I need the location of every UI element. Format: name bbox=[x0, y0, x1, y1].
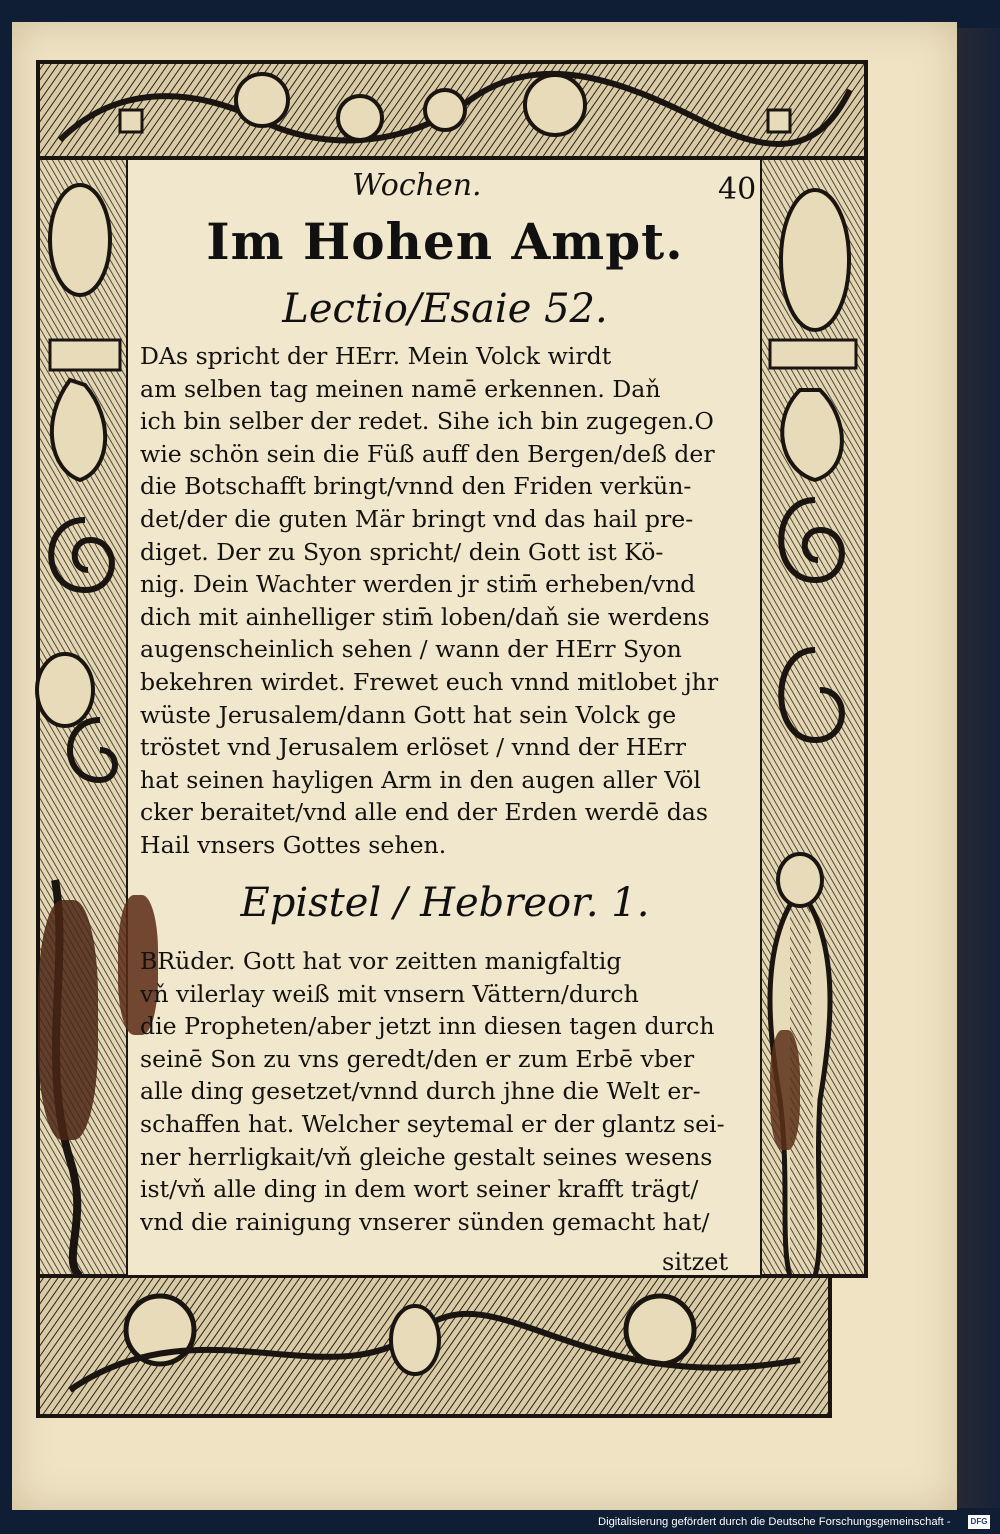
text-line: diget. Der zu Syon spricht/ dein Gott ist Kö- bbox=[140, 537, 664, 566]
catchword: sitzet bbox=[662, 1248, 729, 1276]
text-line: bekehren wirdet. Frewet euch vnnd mitlobet jhr bbox=[140, 667, 719, 696]
text-line: augenscheinlich sehen / wann der HErr Syon bbox=[140, 635, 682, 664]
lectio-text bbox=[140, 340, 760, 862]
text-line: ich bin selber der redet. Sihe ich bin zugegen.O bbox=[140, 407, 714, 436]
section-title: Im Hohen Ampt. bbox=[206, 212, 684, 271]
text-line: det/der die guten Mär bringt vnd das hail pre- bbox=[140, 504, 694, 533]
text-line: nig. Dein Wachter werden jr stim̄ erheben/vnd bbox=[140, 570, 696, 599]
dfg-logo-icon: DFG bbox=[968, 1515, 990, 1529]
text-line: ner herrligkait/vň gleiche gestalt seines wesens bbox=[140, 1142, 713, 1171]
text-line: die Propheten/aber jetzt inn diesen tagen durch bbox=[140, 1012, 715, 1041]
text-line: schaffen hat. Welcher seytemal er der glantz sei- bbox=[140, 1109, 725, 1138]
lectio-heading: Lectio/Esaie 52. bbox=[282, 286, 608, 332]
text-line: vň vilerlay weiß mit vnsern Vättern/durch bbox=[140, 979, 639, 1008]
text-line: Hail vnsers Gottes sehen. bbox=[140, 830, 447, 859]
text-line: BRüder. Gott hat vor zeitten manigfaltig bbox=[140, 947, 622, 975]
text-line: wie schön sein die Füß auff den Bergen/deß der bbox=[140, 439, 715, 468]
epistel-heading: Epistel / Hebreor. 1. bbox=[240, 880, 650, 926]
epistel-text bbox=[140, 945, 760, 1238]
digitization-credit: Digitalisierung gefördert durch die Deutsche Forschungsgemeinschaft - bbox=[598, 1516, 951, 1528]
woodcut-shield-border-icon bbox=[38, 1276, 830, 1416]
page-number: 40 bbox=[718, 172, 757, 207]
ink-stain bbox=[770, 1030, 800, 1150]
ink-stain bbox=[38, 900, 98, 1140]
text-line: tröstet vnd Jerusalem erlöset / vnnd der HErr bbox=[140, 733, 687, 762]
text-line: cker beraitet/vnd alle end der Erden werdē das bbox=[140, 798, 708, 827]
text-line: hat seinen hayligen Arm in den augen aller Völ bbox=[140, 765, 701, 794]
running-head: Wochen. bbox=[352, 168, 482, 203]
text-line: dich mit ainhelliger stim̄ loben/daň sie werdens bbox=[140, 602, 710, 631]
text-line: alle ding gesetzet/vnnd durch jhne die Welt er- bbox=[140, 1077, 701, 1106]
text-line: ist/vň alle ding in dem wort seiner krafft trägt/ bbox=[140, 1175, 699, 1204]
text-line: seinē Son zu vns geredt/den er zum Erbē vber bbox=[140, 1044, 695, 1073]
text-line: DAs spricht der HErr. Mein Volck wirdt bbox=[140, 342, 612, 370]
text-line: vnd die rainigung vnserer sünden gemacht hat/ bbox=[140, 1207, 710, 1236]
text-line: die Botschafft bringt/vnnd den Friden verkün- bbox=[140, 472, 692, 501]
text-line: wüste Jerusalem/dann Gott hat sein Volck ge bbox=[140, 700, 677, 729]
woodcut-cherub-border-icon bbox=[38, 62, 866, 158]
text-line: am selben tag meinen namē erkennen. Daň bbox=[140, 374, 661, 403]
